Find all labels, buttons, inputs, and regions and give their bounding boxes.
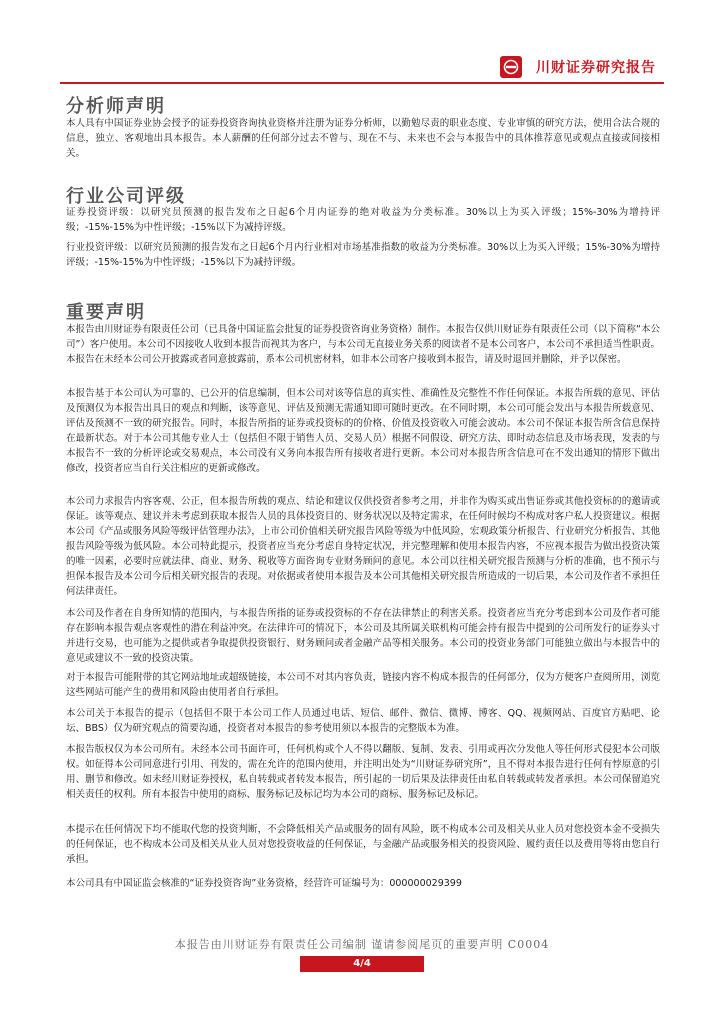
chuancai-logo-icon <box>500 56 522 78</box>
header-title: 川财证券研究报告 <box>536 60 656 76</box>
page-number: 4/4 <box>300 956 424 972</box>
analyst-section-title: 分析师声明 <box>66 96 166 117</box>
rating-paragraph: 行业投资评级：以研究员预测的报告发布之日起6个月内行业相对市场基准指数的收益为分类标准。30%以上为买入评级；15%-30%为增持评级；-15%-15%为中性评级；-15%以下为减持评级。 <box>66 242 660 268</box>
header-divider <box>60 82 664 84</box>
disclaimer-paragraph: 本报告基于本公司认为可靠的、已公开的信息编制，但本公司对该等信息的真实性、准确性及完整性不作任何保证。本报告所载的意见、评估及预测仅为本报告出具日的观点和判断，该等意见、评估及预测无需通知即可随时更改。在不同时期，本公司可能会发出与本报告所载意见、评估及预测不一致的研究报告。同时，本报告所指的证券或投资标的的价格、价值及投资收入可能会波动。本公司不保证本报告所含信息保持在最新状态。对于本公司其他专业人士（包括但不限于销售人员、交易人员）根据不同假设、研究方法、即时动态信息及市场表现，发表的与本报告不一致的分析评论或交易观点，本公司没有义务向本报告所有接收者进行更新。本公司对本报告所含信息可在不发出通知的情形下做出修改，投资者应当自行关注相应的更新或修改。 <box>66 388 660 474</box>
disclaimer-paragraph: 本提示在任何情况下均不能取代您的投资判断，不会降低相关产品或服务的固有风险，既不构成本公司及相关从业人员对您投资本金不受损失的任何保证，也不构成本公司及相关从业人员对您投资收益的任何保证，与金融产品或服务相关的投资风险、履约责任以及费用等将由您自行承担。 <box>66 824 660 865</box>
license-number-paragraph: 本公司具有中国证监会核准的“证券投资咨询”业务资格，经营许可证编号为：000000029399 <box>66 878 462 889</box>
disclaimer-paragraph: 本公司关于本报告的提示（包括但不限于本公司工作人员通过电话、短信、邮件、微信、微博、博客、QQ、视频网站、百度官方贴吧、论坛、BBS）仅为研究观点的简要沟通，投资者对本报告的参考使用须以本报告的完整版本为准。 <box>66 708 660 734</box>
disclaimer-section-title: 重要声明 <box>66 302 146 323</box>
analyst-statement: 本人具有中国证券业协会授予的证券投资咨询执业资格并注册为证券分析师，以勤勉尽责的职业态度、专业审慎的研究方法，使用合法合规的信息，独立、客观地出具本报告。本人薪酬的任何部分过去不曾与、现在不与、未来也不会与本报告中的具体推荐意见或观点直接或间接相关。 <box>66 118 660 159</box>
page-header <box>60 56 664 80</box>
disclaimer-paragraph: 对于本报告可能附带的其它网站地址或超级链接，本公司不对其内容负责，链接内容不构成本报告的任何部分，仅为方便客户查阅所用，浏览这些网站可能产生的费用和风险由使用者自行承担。 <box>66 672 660 698</box>
disclaimer-paragraph: 本报告由川财证券有限责任公司（已具备中国证监会批复的证券投资咨询业务资格）制作。本报告仅供川财证券有限责任公司（以下简称“本公司”）客户使用。本公司不因接收人收到本报告而视其为客户，与本公司无直接业务关系的阅读者不是本公司客户，本公司不承担适当性职责。本报告在未经本公司公开披露或者同意披露前，系本公司机密材料，如非本公司客户接收到本报告，请及时退回并删除，并予以保密。 <box>66 324 660 365</box>
rating-section-title: 行业公司评级 <box>66 186 186 207</box>
disclaimer-paragraph: 本公司及作者在自身所知情的范围内，与本报告所指的证券或投资标的不存在法律禁止的利害关系。投资者应当充分考虑到本公司及作者可能存在影响本报告观点客观性的潜在利益冲突。在法律许可的情况下，本公司及其所属关联机构可能会持有报告中提到的公司所发行的证券头寸并进行交易，也可能为之提供或者争取提供投资银行、财务顾问或者金融产品等相关服务。本公司的投资业务部门可能独立做出与本报告中的意见或建议不一致的投资决策。 <box>66 608 660 664</box>
disclaimer-paragraph: 本公司力求报告内容客观、公正，但本报告所载的观点、结论和建议仅供投资者参考之用，并非作为购买或出售证券或其他投资标的的邀请或保证。该等观点、建议并未考虑到获取本报告人员的具体投资目的、财务状况以及特定需求，在任何时候均不构成对客户私人投资建议。根据本公司《产品或服务风险等级评估管理办法》，上市公司价值相关研究报告风险等级为中低风险，宏观政策分析报告、行业研究分析报告、其他报告风险等级为低风险。本公司特此提示，投资者应当充分考虑自身特定状况，并完整理解和使用本报告内容，不应视本报告为做出投资决策的唯一因素，必要时应就法律、商业、财务、税收等方面咨询专业财务顾问的意见。本公司以往相关研究报告预测与分析的准确，也不预示与担保本报告及本公司今后相关研究报告的表现。对依据或者使用本报告及本公司其他相关研究报告所造成的一切后果，本公司及作者不承担任何法律责任。 <box>66 496 660 597</box>
rating-paragraph: 证券投资评级：以研究员预测的报告发布之日起6个月内证券的绝对收益为分类标准。30%以上为买入评级；15%-30%为增持评级；-15%-15%为中性评级；-15%以下为减持评级。 <box>66 207 660 233</box>
disclaimer-paragraph: 本报告版权仅为本公司所有。未经本公司书面许可，任何机构或个人不得以翻版、复制、发表、引用或再次分发他人等任何形式侵犯本公司版权。如征得本公司同意进行引用、刊发的，需在允许的范围内使用，并注明出处为“川财证券研究所”，且不得对本报告进行任何有悖原意的引用、删节和修改。如未经川财证券授权，私自转载或者转发本报告，所引起的一切后果及法律责任由私自转载或转发者承担。本公司保留追究相关责任的权利。所有本报告中使用的商标、服务标记及标记均为本公司的商标、服务标记及标记。 <box>66 744 660 800</box>
footer-note: 本报告由川财证券有限责任公司编制 谨请参阅尾页的重要声明 C0004 <box>174 938 550 951</box>
